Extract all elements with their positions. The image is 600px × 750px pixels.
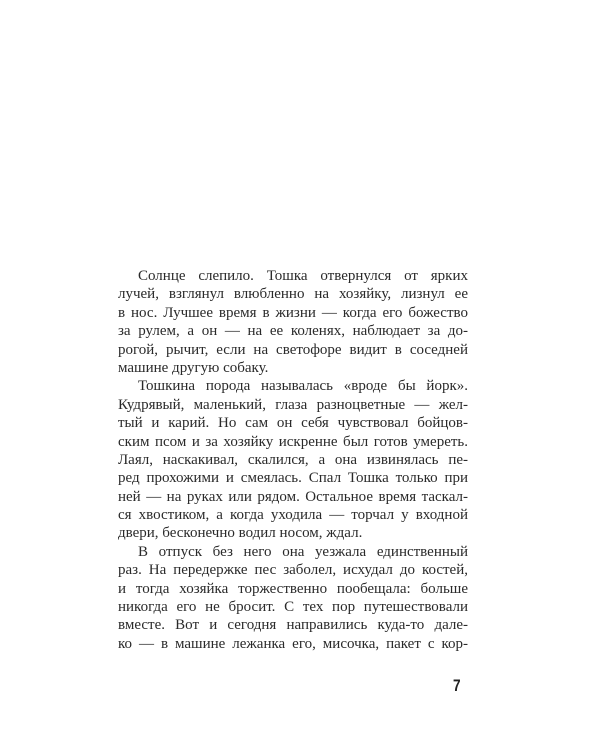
- paragraph: [118, 543, 468, 653]
- text-line: Тошкина порода называлась «вроде бы йорк».: [138, 378, 468, 395]
- text-line: машине другую собаку.: [118, 359, 269, 376]
- text-line: Кудрявый, маленький, глаза разноцветные — жел-: [118, 396, 468, 413]
- text-line: ся хвостиком, а когда уходила — торчал у входной: [118, 507, 468, 524]
- text-line: тый и карий. Но сам он себя чувствовал бойцов-: [118, 415, 468, 432]
- text-line: в нос. Лучшее время в жизни — когда его божество: [118, 304, 468, 321]
- text-line: рогой, рычит, если на светофоре видит в соседней: [118, 341, 468, 358]
- text-line: раз. На передержке пес заболел, исхудал до костей,: [118, 562, 468, 579]
- text-line: В отпуск без него она уезжала единственный: [138, 543, 468, 560]
- page-number: 7: [452, 676, 461, 695]
- text-line: лучей, взглянул влюбленно на хозяйку, лизнул ее: [118, 286, 468, 303]
- text-line: ред прохожими и смеялась. Спал Тошка только при: [118, 470, 468, 487]
- text-line: за рулем, а он — на ее коленях, наблюдает за до-: [118, 323, 468, 340]
- paragraph: [118, 267, 468, 377]
- text-line: Солнце слепило. Тошка отвернулся от ярких: [138, 268, 468, 284]
- text-line: Лаял, наскакивал, скалился, а она извинялась пе-: [118, 451, 468, 468]
- paragraph: [118, 377, 468, 543]
- text-line: двери, бесконечно водил носом, ждал.: [118, 525, 363, 542]
- text-line: ней — на руках или рядом. Остальное время таскал-: [118, 488, 468, 505]
- text-line: и тогда хозяйка торжественно пообещала: больше: [118, 580, 468, 597]
- body-text: [118, 267, 468, 653]
- text-line: ским псом и за хозяйку искренне был готов умереть.: [118, 433, 468, 450]
- text-line: никогда его не бросит. С тех пор путешествовали: [118, 599, 468, 616]
- text-line: вместе. Вот и сегодня направились куда-то дале-: [118, 617, 468, 634]
- text-line: ко — в машине лежанка его, мисочка, пакет с кор-: [118, 635, 468, 652]
